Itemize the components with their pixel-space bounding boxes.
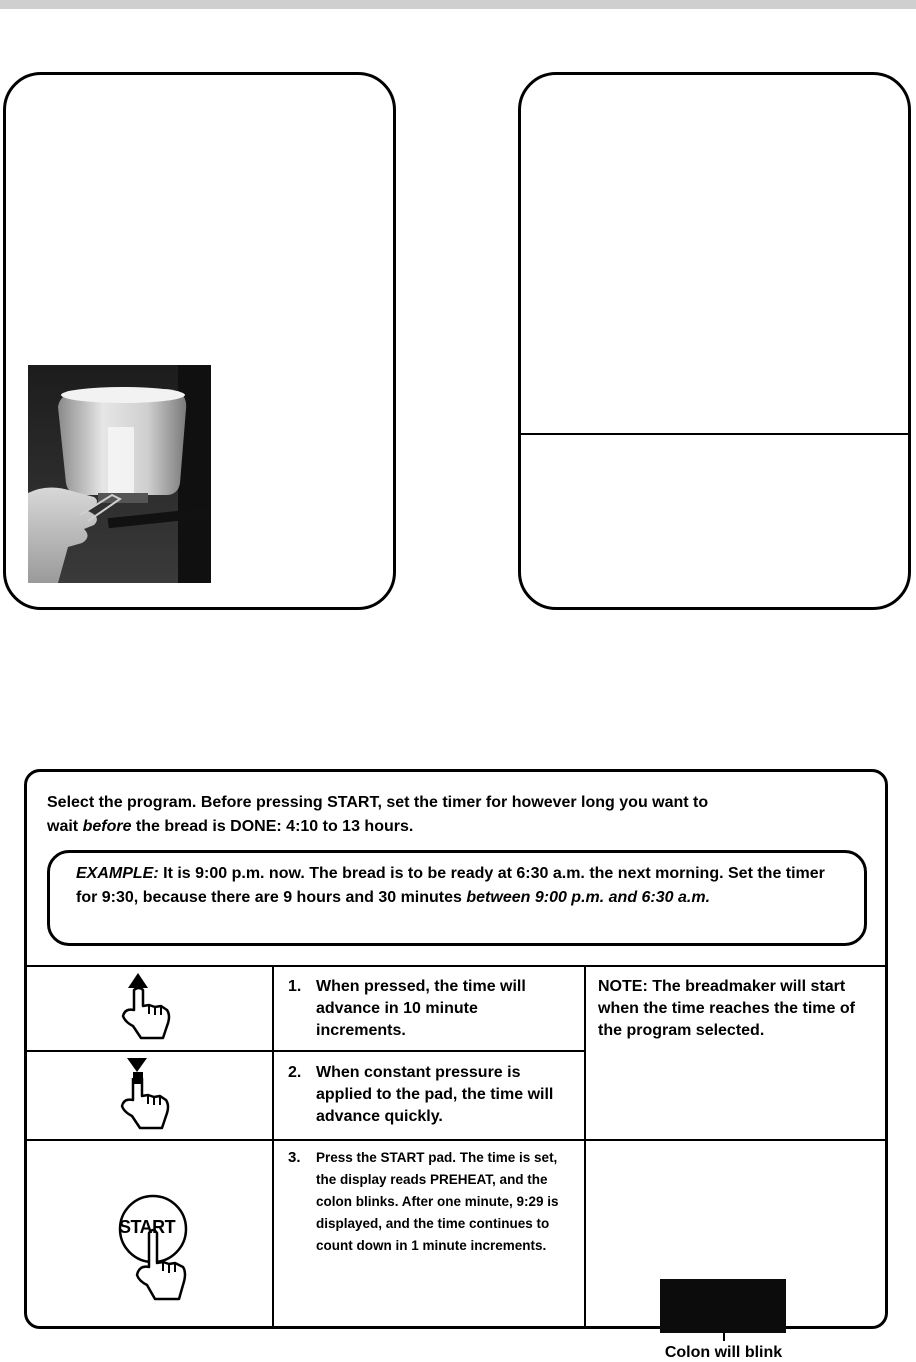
right-info-panel	[518, 72, 911, 610]
note-cell	[586, 967, 885, 1139]
down-arrow-press-icon[interactable]	[115, 1054, 185, 1134]
bread-pan-photo	[28, 365, 211, 583]
colon-caption: Colon will blink	[664, 1344, 783, 1361]
step-3: 3. Press the START pad. The time is set, the display reads PREHEAT, and the colon blinks. After one minute, 9:29 is displayed, and the time continues to count down in 1 minute increments.	[288, 1149, 559, 1253]
page-top-rule	[0, 0, 916, 9]
start-pad-cell	[27, 1141, 272, 1328]
step-1: 1. When pressed, the time will advance in 10 minute increments.	[288, 978, 526, 1039]
breadmaker-note: NOTE: The breadmaker will start when the time reaches the time of the program selected.	[598, 978, 855, 1039]
example-callout	[47, 850, 867, 946]
lcd-display	[660, 1279, 786, 1333]
step-3-cell	[274, 1141, 582, 1328]
intro-line-2: wait before the bread is DONE: 4:10 to 13 hours.	[47, 818, 414, 835]
example-lead: EXAMPLE:	[76, 865, 159, 882]
intro-line-1: Select the program. Before pressing START, set the timer for however long you want to	[47, 794, 709, 811]
start-pad-icon[interactable]	[113, 1189, 193, 1269]
colon-pointer	[723, 1333, 725, 1341]
start-label: START	[119, 1217, 176, 1237]
down-arrow-pad-cell	[27, 1052, 272, 1139]
timer-intro	[47, 791, 867, 839]
step-2-cell	[274, 1052, 582, 1139]
up-arrow-pad-cell	[27, 967, 272, 1050]
left-info-panel	[3, 72, 396, 610]
timer-steps-table	[27, 965, 885, 1361]
step-1-cell	[274, 967, 582, 1050]
panel-divider	[521, 433, 908, 435]
display-cell	[586, 1141, 885, 1361]
example-body: It is 9:00 p.m. now. The bread is to be ready at 6:30 a.m. the next morning. Set the timer for 9:30, because there are 9 hours and 30 minutes	[76, 865, 825, 906]
example-tail: between 9:00 p.m. and 6:30 a.m.	[466, 889, 711, 906]
up-arrow-press-icon[interactable]	[115, 970, 185, 1044]
timer-instructions-box	[24, 769, 888, 1361]
step-2: 2. When constant pressure is applied to the pad, the time will advance quickly.	[288, 1064, 554, 1125]
